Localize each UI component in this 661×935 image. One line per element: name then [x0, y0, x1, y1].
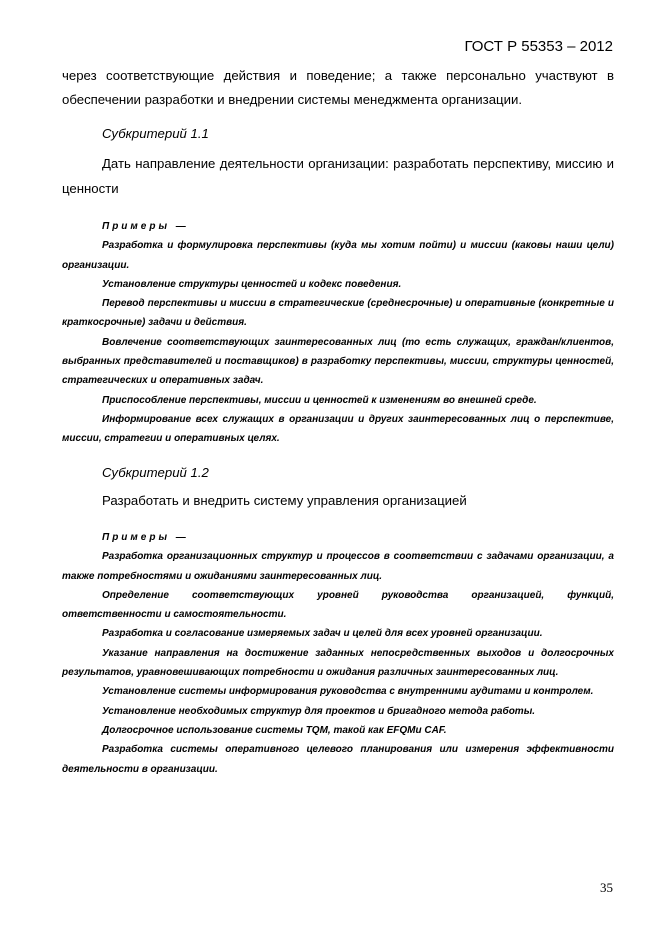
example-item: Вовлечение соответствующих заинтересованных лиц (то есть служащих, граждан/клиентов, выбранных представителей и поставщиков) в разработку перспективы, миссии, структуры ценностей, стратегических и оперативных задач. [62, 336, 614, 387]
example-item: Разработка и формулировка перспективы (куда мы хотим пойти) и миссии (каковы наши цели) организации. [62, 240, 614, 271]
subcriterion-1-1-title: Субкритерий 1.1 [102, 126, 209, 141]
intro-paragraph: через соответствующие действия и поведение; а также персонально участвуют в обеспечении разработки и внедрении системы менеджмента организации. [62, 68, 614, 107]
subcriterion-1-2-text [62, 488, 614, 513]
example-item: Информирование всех служащих в организации и других заинтересованных лиц о перспективе, миссии, стратегии и оперативных целях. [62, 413, 614, 445]
examples-1-2 [62, 528, 614, 779]
subcriterion-1-1-text-content: Дать направление деятельности организации: разработать перспективу, миссию и ценности [62, 156, 614, 196]
examples-1-1 [62, 217, 614, 449]
subcriterion-1-2-text-content: Разработать и внедрить систему управления организацией [102, 493, 467, 508]
standard-header: ГОСТ Р 55353 – 2012 [464, 38, 613, 55]
example-item: Разработка системы оперативного целевого планирования или измерения эффективности деятельности в организации. [62, 744, 614, 775]
example-item: Установление необходимых структур для проектов и бригадного метода работы. [102, 705, 536, 717]
examples-1-1-label: Примеры — [102, 221, 189, 232]
example-item: Перевод перспективы и миссии в стратегические (среднесрочные) и оперативные (конкретные и краткосрочные) задачи и действия. [62, 298, 614, 329]
example-item: Указание направления на достижение заданных непосредственных выходов и долгосрочных результатов, уравновешивающих потребности и ожидания различных заинтересованных лиц. [62, 647, 614, 679]
example-item: Установление структуры ценностей и кодекс поведения. [102, 278, 402, 290]
example-item: Определение соответствующих уровней руководства организацией, функций, ответственности и самостоятельности. [62, 589, 614, 621]
example-item: Приспособление перспективы, миссии и ценностей к изменениям во внешней среде. [102, 394, 537, 406]
example-item: Разработка и согласование измеряемых задач и целей для всех уровней организации. [102, 628, 543, 640]
example-item: Установление системы информирования руководства с внутренними аудитами и контролем. [102, 686, 594, 698]
page-number: 35 [600, 880, 613, 895]
examples-1-2-label: Примеры — [102, 532, 189, 543]
example-item: Разработка организационных структур и процессов в соответствии с задачами организации, а также потребностями и ожиданиями заинтересованных лиц. [62, 551, 614, 582]
subcriterion-1-2-title: Субкритерий 1.2 [102, 465, 209, 480]
example-item: Долгосрочное использование системы TQM, такой как EFQMи CAF. [102, 724, 447, 736]
subcriterion-1-1-text [62, 151, 614, 201]
